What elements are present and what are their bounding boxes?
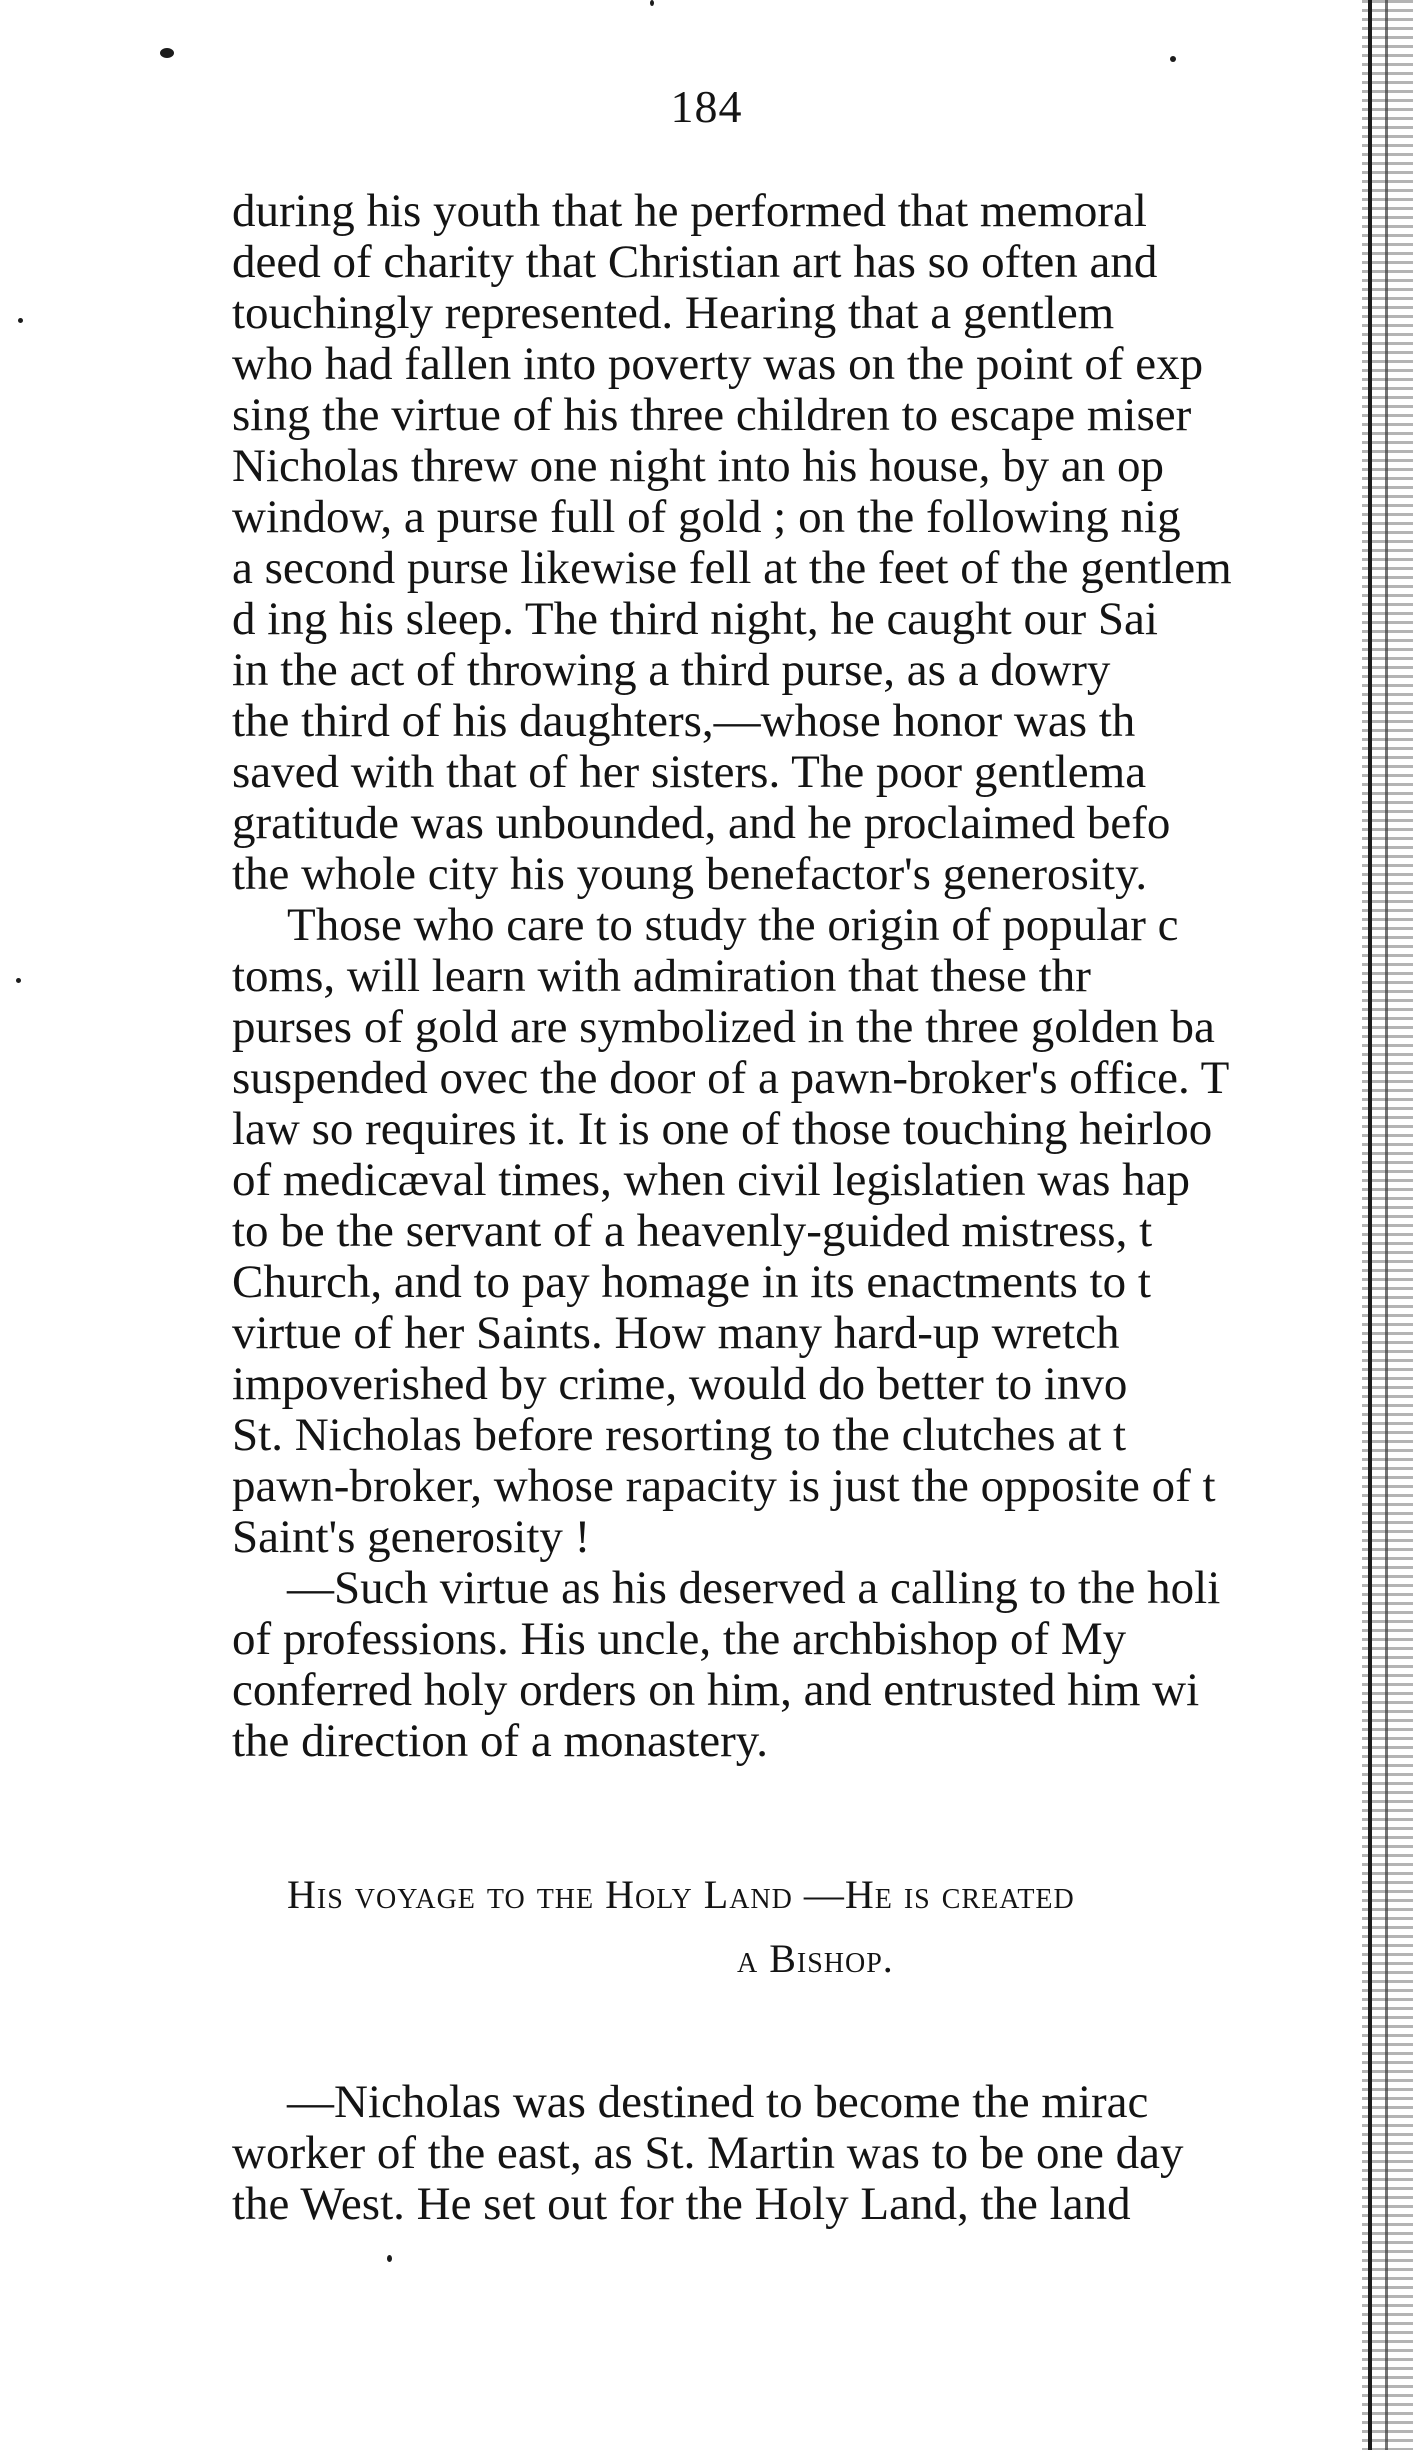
text-line: the West. He set out for the Holy Land, the land: [232, 2179, 1131, 2230]
text-line: pawn-broker, whose rapacity is just the opposite of t: [232, 1461, 1216, 1512]
spacer: [232, 1767, 1413, 1863]
text-line: Nicholas threw one night into his house, by an op: [232, 441, 1165, 492]
text-line: a second purse likewise fell at the feet of the gentlem: [232, 543, 1232, 594]
text-line: during his youth that he performed that memoral: [232, 186, 1147, 237]
section-heading-continued: a Bishop.: [737, 1936, 894, 1981]
binding-line: [1368, 0, 1372, 2450]
text-line: who had fallen into poverty was on the point of exp: [232, 339, 1204, 390]
ink-speck: [160, 48, 174, 58]
spacer: [232, 1991, 1413, 2077]
binding-line: [1385, 0, 1388, 2450]
text-line: purses of gold are symbolized in the three golden ba: [232, 1002, 1215, 1053]
text-line: conferred holy orders on him, and entrusted him wi: [232, 1665, 1200, 1716]
text-line: the whole city his young benefactor's generosity.: [232, 849, 1148, 900]
ink-speck: [18, 318, 23, 323]
text-line: gratitude was unbounded, and he proclaimed befo: [232, 798, 1171, 849]
text-line: of professions. His uncle, the archbishop of My: [232, 1614, 1127, 1665]
text-line: Church, and to pay homage in its enactments to t: [232, 1257, 1151, 1308]
section-heading: His voyage to the Holy Land —He is created: [287, 1872, 1075, 1917]
text-line: touchingly represented. Hearing that a gentlem: [232, 288, 1115, 339]
text-line: suspended ovec the door of a pawn-broker's office. T: [232, 1053, 1230, 1104]
text-line: deed of charity that Christian art has so often and: [232, 237, 1158, 288]
text-line: the third of his daughters,—whose honor was th: [232, 696, 1136, 747]
text-line: St. Nicholas before resorting to the clutches at t: [232, 1410, 1127, 1461]
ink-speck: [387, 2255, 392, 2262]
text-line: Saint's generosity !: [232, 1512, 591, 1563]
page-number: 184: [670, 81, 743, 132]
text-line: sing the virtue of his three children to escape miser: [232, 390, 1192, 441]
text-line: window, a purse full of gold ; on the following nig: [232, 492, 1181, 543]
ink-speck: [1170, 56, 1176, 62]
text-line: d ing his sleep. The third night, he caught our Sai: [232, 594, 1158, 645]
paragraph-start-line: —Nicholas was destined to become the mirac: [287, 2077, 1149, 2128]
text-line: virtue of her Saints. How many hard-up wretch: [232, 1308, 1120, 1359]
text-line: law so requires it. It is one of those touching heirloo: [232, 1104, 1213, 1155]
paragraph-start-line: —Such virtue as his deserved a calling to the holi: [287, 1563, 1221, 1614]
text-line: toms, will learn with admiration that these thr: [232, 951, 1091, 1002]
text-line: in the act of throwing a third purse, as a dowry: [232, 645, 1111, 696]
text-line: impoverished by crime, would do better to invo: [232, 1359, 1128, 1410]
text-line: of medicæval times, when civil legislatien was hap: [232, 1155, 1191, 1206]
text-line: saved with that of her sisters. The poor gentlema: [232, 747, 1147, 798]
text-line: the direction of a monastery.: [232, 1716, 768, 1767]
paragraph-start-line: Those who care to study the origin of popular c: [287, 900, 1179, 951]
ink-speck: [16, 978, 21, 983]
ink-speck: [650, 0, 654, 6]
body-text: [232, 186, 1413, 2230]
text-line: to be the servant of a heavenly-guided mistress, t: [232, 1206, 1153, 1257]
text-line: worker of the east, as St. Martin was to be one day: [232, 2128, 1184, 2179]
